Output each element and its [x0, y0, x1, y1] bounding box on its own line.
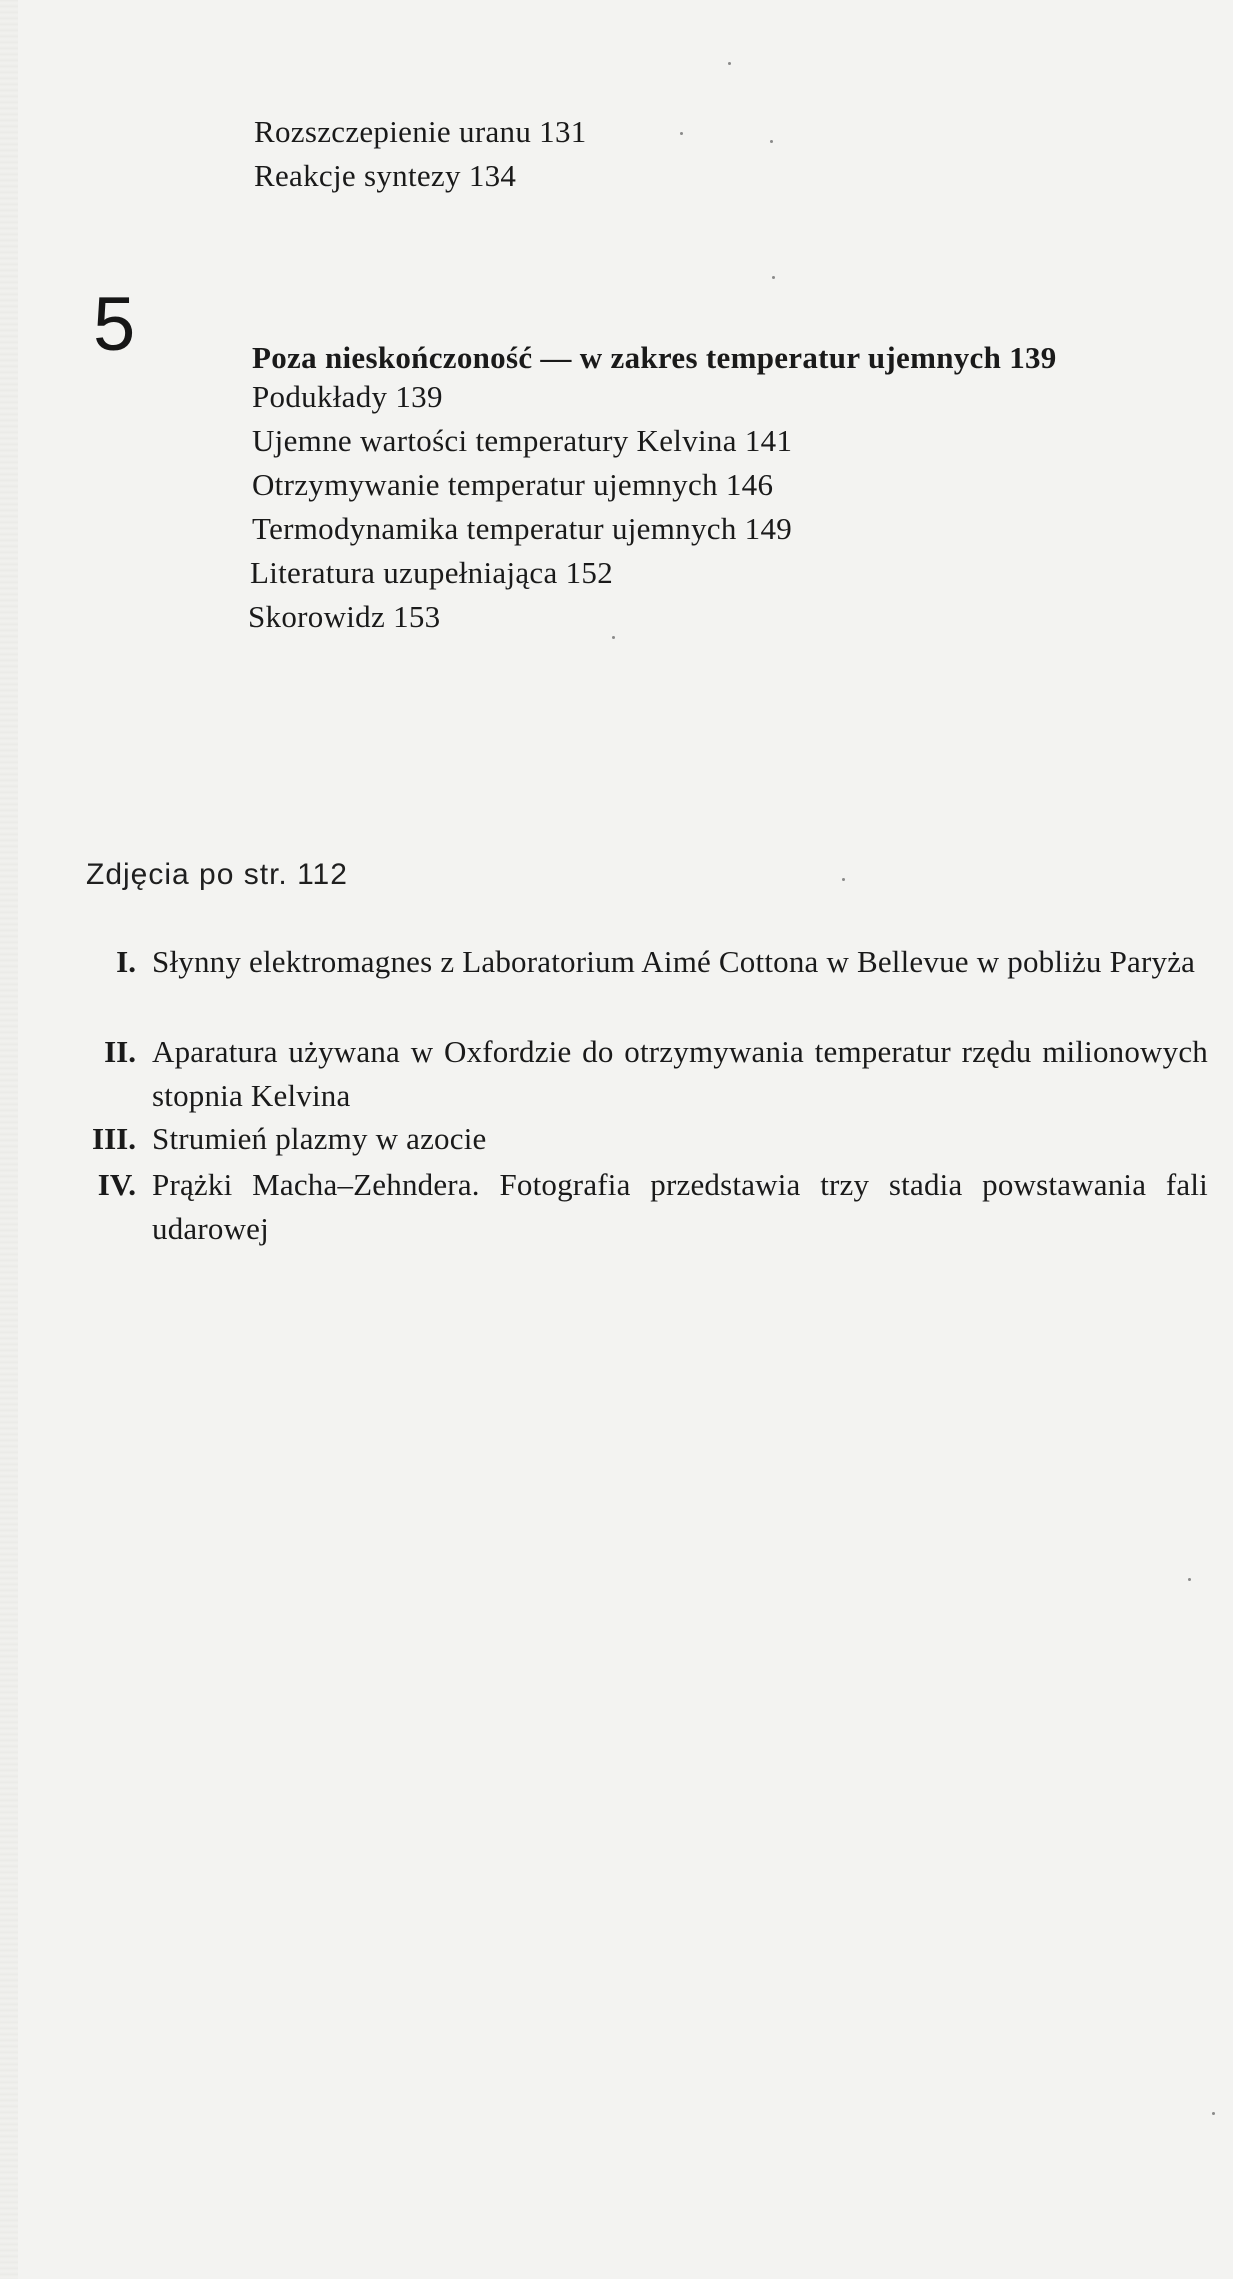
- scan-speck: [772, 276, 775, 279]
- scan-speck: [842, 878, 845, 881]
- plate-numeral: III.: [92, 1121, 136, 1156]
- photos-heading: Zdjęcia po str. 112: [86, 858, 348, 891]
- plate-caption: Strumień plazmy w azocie: [152, 1121, 487, 1156]
- toc-entry: Rozszczepienie uranu 131: [254, 114, 587, 149]
- scan-speck: [770, 140, 773, 143]
- toc-entry: Skorowidz 153: [248, 599, 441, 634]
- scan-speck: [612, 636, 615, 639]
- chapter-title: Poza nieskończoność — w zakres temperatur ujemnych 139: [252, 340, 1057, 375]
- plate-numeral: IV.: [97, 1167, 136, 1202]
- scan-speck: [1212, 2112, 1215, 2115]
- scan-speck: [728, 62, 731, 65]
- toc-entry: Otrzymywanie temperatur ujemnych 146: [252, 467, 774, 502]
- toc-entry: Reakcje syntezy 134: [254, 158, 517, 193]
- plate-caption: Prążki Macha–Zehndera. Fotografia przedstawia trzy stadia powstawania fali udarowej: [152, 1167, 1208, 1246]
- chapter-number: 5: [93, 282, 136, 367]
- toc-entry: Literatura uzupełniająca 152: [250, 555, 613, 590]
- scan-speck: [1188, 1578, 1191, 1581]
- plate-numeral: I.: [116, 944, 136, 979]
- toc-entry: Ujemne wartości temperatury Kelvina 141: [252, 423, 793, 458]
- scan-speck: [680, 132, 683, 135]
- plate-caption: Słynny elektromagnes z Laboratorium Aimé Cottona w Bellevue w pobliżu Paryża: [152, 944, 1196, 979]
- plate-caption: Aparatura używana w Oxfordzie do otrzymywania temperatur rzędu milionowych stopnia Kelvina: [152, 1034, 1208, 1113]
- toc-entry: Podukłady 139: [252, 379, 443, 414]
- toc-entry: Termodynamika temperatur ujemnych 149: [252, 511, 793, 546]
- plate-numeral: II.: [104, 1034, 136, 1069]
